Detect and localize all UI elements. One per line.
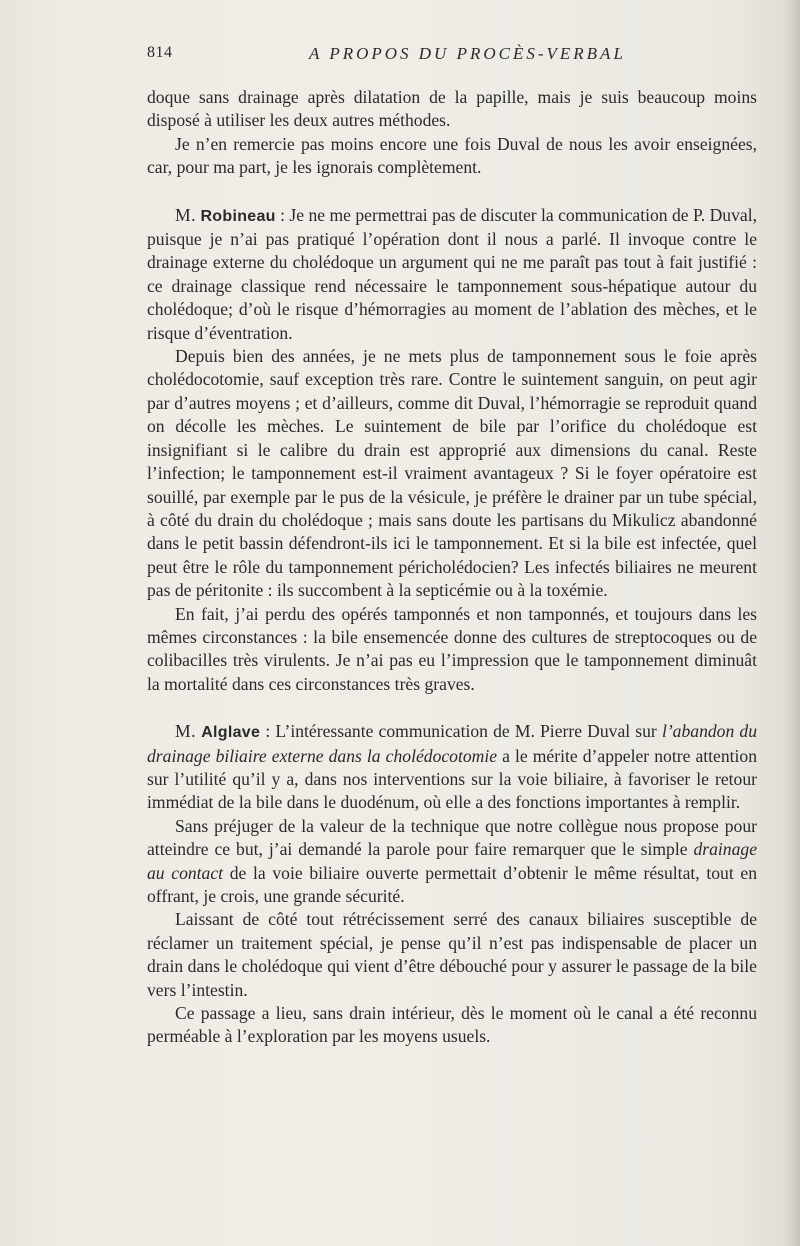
paragraph-7: [147, 815, 757, 909]
paragraph-1: [147, 86, 757, 133]
paragraph-2-text: Je n’en remercie pas moins encore une fois Duval de nous les avoir enseignées, car, pour ma part, je les ignorais complètement.: [147, 133, 757, 178]
section-gap: [147, 180, 757, 204]
speaker-prefix: M.: [175, 721, 197, 742]
page-number: 814: [147, 44, 173, 61]
paragraph-4-text: Depuis bien des années, je ne mets plus de tamponnement sous le foie après cholédocotomie, sauf exception très rare. Contre le suintement sanguin, on peut agir par d’autres moyens ; et d’ailleurs, comme dit Duval, l’hémorragie se reproduit quand on décolle les mèches. Le suintement de bile par l’orifice du cholédoque est insignifiant si le calibre du drain est approprié aux dimensions du canal. Reste l’infection; le tamponnement est-il vraiment avantageux ? Si le foyer opératoire est souillé, par exemple par le pus de la vésicule, je préfère le drainer par un tube spécial, à côté du drain du cholédoque ; mais sans doute les partisans du Mikulicz abandonné dans le petit bassin défendront-ils ici le tamponnement. Et si la bile est infectée, quel peut être le rôle du tamponnement péricholédocien? Les infectés biliaires ne meurent pas de péritonite : ils succombent à la septicémie ou à la toxémie.: [147, 346, 757, 601]
paragraph-7-text-a: Sans préjuger de la valeur de la technique que notre collègue nous propose pour atteindre ce but, j’ai demandé la parole pour faire remarquer que le simple: [147, 815, 757, 860]
paragraph-8: [147, 908, 757, 1002]
alglave-text-b: a le mérite d’appeler notre attention sur l’utilité qu’il y a, dans nos interventions sur la voie biliaire, à favoriser le retour immédiat de la bile dans le duodénum, où elle a des fonctions importantes à remplir.: [147, 745, 758, 813]
robineau-text: : Je ne me permettrai pas de discuter la communication de P. Duval, puisque je n’ai pas pratiqué l’opération dont il nous a parlé. Il invoque contre le drainage externe du cholédoque un argument qui ne me paraît pas tout à fait justifié : ce drainage classique rend nécessaire le tamponnement sous-hépatique autour du cholédoque; d’où le risque d’hémorragies au moment de l’ablation des mèches, et le risque d’éventration.: [147, 204, 757, 343]
section-gap: [147, 696, 757, 720]
paragraph-5: [147, 603, 757, 697]
paragraph-2: [147, 133, 757, 180]
page-header: [147, 44, 757, 70]
paragraph-5-text: En fait, j’ai perdu des opérés tamponnés et non tamponnés, et toujours dans les mêmes circonstances : la bile ensemencée donne des cultures de streptocoques ou de colibacilles très virulents. Je n’ai pas eu l’impression que le tamponnement diminuât la mortalité dans ces circonstances très graves.: [147, 603, 757, 694]
paragraph-1-text: doque sans drainage après dilatation de la papille, mais je suis beaucoup moins disposé à utiliser les deux autres méthodes.: [147, 87, 757, 131]
paragraph-9-text: Ce passage a lieu, sans drain intérieur, dès le moment où le canal a été reconnu perméable à l’exploration par les moyens usuels.: [147, 1003, 757, 1047]
paragraph-robineau: [147, 204, 757, 345]
paragraph-7-italic: drainage au contact: [147, 839, 757, 883]
body-text: [147, 86, 757, 1049]
page-edge-shadow: [786, 0, 800, 1246]
paragraph-9: [147, 1002, 757, 1049]
paragraph-7-text-b: de la voie biliaire ouverte permettait d’obtenir le même résultat, tout en offrant, je crois, une grande sécurité.: [147, 862, 757, 906]
paragraph-alglave: [147, 720, 757, 815]
alglave-italic-title: l’abandon du drainage biliaire externe dans la cholédocotomie: [147, 721, 757, 766]
speaker-prefix: M.: [175, 204, 197, 225]
paragraph-8-text: Laissant de côté tout rétrécissement serré des canaux biliaires susceptible de réclamer un traitement spécial, je pense qu’il n’est pas indispensable de placer un drain dans le cholédoque qui vient d’être débouché pour y assurer le passage de la bile vers l’intestin.: [147, 909, 757, 1000]
speaker-robineau: Robineau: [200, 207, 276, 225]
running-title: A PROPOS DU PROCÈS-VERBAL: [309, 44, 626, 63]
speaker-alglave: Alglave: [201, 724, 261, 742]
paragraph-4: [147, 345, 757, 602]
alglave-text-a: : L’intéressante communication de M. Pierre Duval sur: [260, 721, 662, 742]
